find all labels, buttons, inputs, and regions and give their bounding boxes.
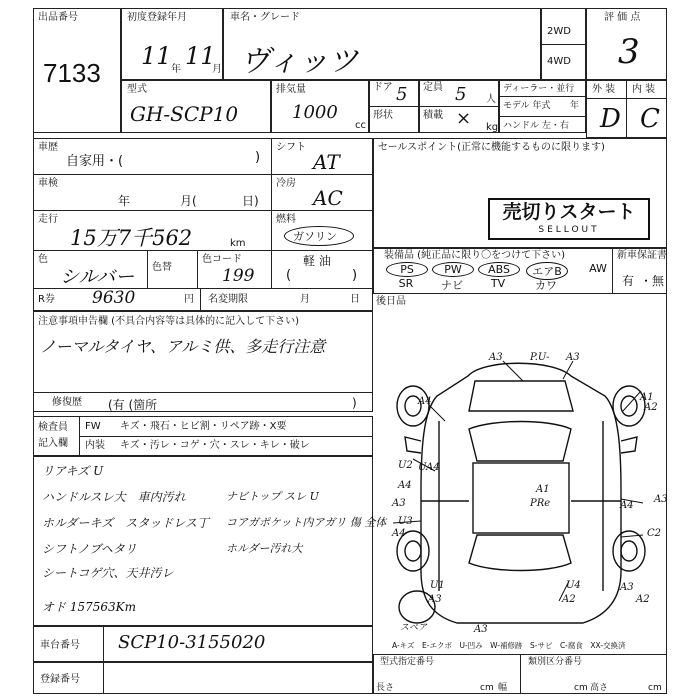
repair-value: (有 (箇所 [108, 398, 158, 412]
first-reg-label: 初度登録年月 [127, 12, 187, 23]
shift-label: シフト [276, 142, 306, 153]
model-name: ヴィッツ [240, 44, 359, 79]
inspection-day: 日) [242, 194, 259, 208]
color-label: 色 [38, 254, 48, 265]
history-label: 車歴 [38, 142, 58, 153]
first-reg-month-unit: 月 [212, 64, 222, 75]
damage-label: C2 [647, 528, 662, 539]
inspector-note-line: オド 157563Km [42, 600, 136, 614]
damage-label: U3 [398, 516, 413, 527]
damage-label: A3 [474, 624, 488, 635]
shift-value: AT [313, 150, 340, 174]
recycle-value: 9630 [92, 288, 136, 308]
rear-item-label: 後日品 [376, 296, 406, 307]
reg-label: 登録番号 [40, 674, 80, 685]
equipment-item: ABS [478, 262, 520, 277]
equipment-item: ナビ [441, 279, 463, 292]
damage-label: スペア [400, 623, 428, 633]
equipment-title: 装備品 (純正品に限り〇をつけて下さい) [384, 250, 565, 261]
first-reg-month: 11 [185, 42, 216, 70]
model-label: 車名・グレード [230, 12, 300, 23]
interior-label: 内 装 [632, 84, 656, 95]
height-label: 高さ [590, 683, 609, 693]
aircon-label: 冷房 [276, 178, 296, 189]
damage-label: A3 [566, 352, 580, 363]
equipment-item: PS [386, 262, 428, 277]
color-code-value: 199 [222, 266, 255, 286]
inspection-label: 車検 [38, 178, 58, 189]
equipment-item: PW [432, 262, 474, 277]
drive-4wd: 4WD [547, 56, 571, 67]
equipment-item: AW [589, 262, 607, 275]
inspector-note-line: ハンドルスレ大 車内汚れ [42, 490, 186, 504]
chassis-value: SCP10-3155020 [118, 632, 266, 653]
color-value: シルバー [60, 266, 135, 288]
sales-point-label: セールスポイント(正常に機能するものに限ります) [378, 142, 605, 153]
model-year-label: モデル 年式 [503, 101, 551, 111]
damage-label: A3 [489, 352, 503, 363]
damage-label: A4 [418, 396, 432, 407]
damage-legend: A-キズ E-エクボ U-凹み W-補修跡 S-サビ C-腐食 XX-交換済 [392, 641, 626, 650]
equipment-item: カワ [535, 279, 557, 292]
damage-label: A1 [536, 484, 550, 495]
name-change-day: 日 [350, 294, 360, 305]
handle-label: ハンドル 左・右 [503, 121, 569, 131]
capacity-unit: 人 [486, 94, 496, 105]
damage-label: PRe [530, 498, 551, 509]
length-label: 長さ [376, 683, 395, 693]
exterior-value: D [600, 104, 621, 134]
car-diagram [373, 311, 667, 657]
inspector-note-line-right: コアガポケット内アガリ 傷 全体 [226, 516, 387, 529]
damage-label: A1 [640, 392, 654, 403]
first-reg-year: 11 [141, 42, 172, 70]
history-value: 自家用・( [66, 154, 124, 169]
equipment-item: エアB [526, 262, 568, 280]
width-cm: cm [574, 683, 588, 693]
damage-label: P.U- [530, 352, 550, 363]
sellout-main: 売切りスタート [502, 201, 636, 223]
inspector-label-bottom: 記入欄 [38, 438, 68, 449]
aircon-value: AC [313, 186, 343, 210]
body-label: 形状 [373, 110, 393, 121]
chassis-label: 車台番号 [40, 640, 80, 651]
fw-label: FW [85, 421, 101, 432]
notes-text: ノーマルタイヤ、アルミ供、多走行注意 [40, 337, 326, 356]
paren-close: ) [352, 268, 358, 283]
inspection-year: 年 [118, 194, 131, 208]
warranty-yes: 有 [622, 274, 635, 288]
damage-label: A4 [398, 480, 412, 491]
length-cm: cm [480, 683, 494, 693]
fuel-value: ガソリン [293, 230, 337, 243]
damage-label: UA4 [418, 462, 440, 473]
history-close: ) [255, 150, 261, 165]
color-code-label: 色コード [202, 254, 242, 265]
damage-label: U4 [566, 580, 581, 591]
notes-title: 注意事項申告欄 (不具合内容等は具体的に記入して下さい) [38, 316, 299, 327]
mileage-unit: km [230, 238, 246, 249]
equipment-item: TV [490, 277, 506, 290]
name-change-month: 月 [300, 294, 310, 305]
reg-box [33, 662, 373, 694]
mileage-label: 走行 [38, 214, 58, 225]
damage-label: U2 [398, 460, 413, 471]
model-year-unit: 年 [570, 101, 580, 111]
door-value: 5 [396, 84, 408, 105]
damage-label: U1 [430, 580, 445, 591]
grade-value: 3 [618, 32, 640, 72]
sellout-sub: SELLOUT [538, 225, 600, 235]
fw-items: キズ・飛石・ヒビ割・リペア跡・X要 [120, 421, 287, 432]
sellout-stamp [488, 198, 650, 240]
inspector-note-line: ホルダーキズ スタッドレス丁 [42, 516, 209, 530]
damage-label: A3 [620, 582, 634, 593]
type-value: GH-SCP10 [130, 102, 239, 126]
inspector-note-line: リアキズ U [42, 464, 104, 478]
type-designation-label: 型式指定番号 [380, 657, 435, 667]
lot-label: 出品番号 [38, 12, 78, 23]
damage-label: A4 [392, 528, 406, 539]
damage-label: A4 [620, 500, 634, 511]
warranty-no: 無 [652, 274, 665, 288]
type-label: 型式 [127, 84, 147, 95]
load-unit: kg [486, 122, 499, 133]
inspector-note-line: シートコゲ穴、天井汚レ [42, 566, 174, 580]
height-cm: cm [648, 683, 662, 693]
capacity-label: 定員 [423, 82, 443, 93]
name-change-label: 名変期限 [208, 294, 248, 305]
inspector-note-line-right: ホルダー汚れ大 [226, 542, 303, 555]
repair-label: 修復歴 [52, 397, 82, 408]
dealer-label: ディーラー・並行 [503, 84, 575, 94]
inspection-month: 月( [180, 194, 197, 208]
interior-value: C [640, 104, 660, 134]
exterior-label: 外 装 [592, 84, 616, 95]
fuel-label: 燃料 [276, 214, 296, 225]
first-reg-year-unit: 年 [171, 64, 181, 75]
drive-2wd: 2WD [547, 26, 571, 37]
inspector-note-line-right: ナビトップ スレ U [226, 490, 319, 503]
paren-open: ( [286, 268, 292, 283]
displacement-value: 1000 [292, 102, 338, 123]
load-value: × [456, 108, 472, 129]
recycle-label: R券 [38, 294, 55, 305]
inspector-label-top: 検査員 [38, 422, 68, 433]
damage-label: A3 [392, 498, 406, 509]
displacement-unit: cc [355, 120, 366, 131]
load-label: 積載 [423, 110, 443, 121]
color-change-label: 色替 [152, 262, 172, 273]
car-outline [421, 363, 621, 623]
mileage-value: 15万7千562 [70, 226, 193, 250]
damage-label: A2 [636, 594, 650, 605]
width-label: 幅 [498, 683, 508, 693]
grade-label: 評 価 点 [604, 12, 641, 23]
damage-label: A2 [644, 402, 658, 413]
displacement-label: 排気量 [276, 84, 306, 95]
interior-inspect-label: 内装 [85, 440, 105, 451]
damage-label: A3 [654, 494, 668, 505]
diesel-label: 軽 油 [303, 254, 331, 268]
door-label: ドア [373, 82, 393, 93]
damage-label: A2 [562, 594, 576, 605]
inspector-note-line: シフトノブヘタリ [42, 542, 137, 556]
repair-close: ) [352, 396, 357, 410]
interior-inspect-items: キズ・汚レ・コゲ・穴・スレ・キレ・破レ [120, 440, 310, 451]
warranty-sep: ・ [640, 274, 653, 288]
warranty-label: 新車保証書 [617, 250, 667, 261]
damage-label: A3 [428, 594, 442, 605]
lot-number: 7133 [43, 58, 101, 88]
recycle-unit: 円 [184, 294, 194, 305]
equipment-item: SR [398, 277, 414, 290]
capacity-value: 5 [455, 84, 467, 105]
category-number-label: 類別区分番号 [528, 657, 583, 667]
wheel-rear-right [613, 531, 645, 571]
